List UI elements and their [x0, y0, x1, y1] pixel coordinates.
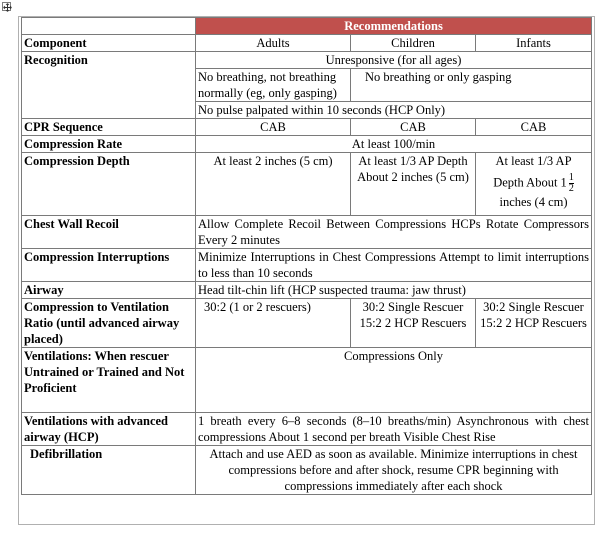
infants-heading: Infants — [476, 35, 592, 52]
recognition-row — [22, 52, 592, 69]
compression-depth-row — [22, 153, 592, 216]
ventilations-advanced-row — [22, 413, 592, 446]
adults-heading: Adults — [196, 35, 351, 52]
recognition-children-infants: No breathing or only gasping — [351, 69, 592, 102]
compression-rate-label: Compression Rate — [22, 136, 196, 153]
children-heading: Children — [351, 35, 476, 52]
half-fraction — [569, 173, 574, 194]
header-blank-cell — [22, 18, 196, 35]
ventilations-untrained-row — [22, 348, 592, 413]
recognition-all-ages: Unresponsive (for all ages) — [196, 52, 592, 69]
chest-wall-recoil-label: Chest Wall Recoil — [22, 216, 196, 249]
compression-ventilation-infants: 30:2 Single Rescuer 15:2 2 HCP Rescuers — [476, 299, 592, 348]
compression-rate-value: At least 100/min — [196, 136, 592, 153]
cpr-sequence-label: CPR Sequence — [22, 119, 196, 136]
recommendations-header: Recommendations — [196, 18, 592, 35]
table-header-row — [22, 18, 592, 35]
cpr-sequence-children: CAB — [351, 119, 476, 136]
recognition-label: Recognition — [22, 52, 196, 119]
compression-depth-adults: At least 2 inches (5 cm) — [196, 153, 351, 216]
ventilations-untrained-label: Ventilations: When rescuer Untrained or Trained and Not Proficient — [22, 348, 196, 413]
compression-depth-infants-line3: inches (4 cm) — [499, 195, 568, 209]
fraction-numerator: 1 — [568, 172, 574, 183]
compression-ventilation-adults: 30:2 (1 or 2 rescuers) — [196, 299, 351, 348]
airway-row — [22, 282, 592, 299]
cpr-sequence-infants: CAB — [476, 119, 592, 136]
compression-depth-infants-line1: At least 1/3 AP — [495, 154, 572, 168]
airway-label: Airway — [22, 282, 196, 299]
compression-depth-label: Compression Depth — [22, 153, 196, 216]
compression-ventilation-label: Compression to Ventilation Ratio (until advanced airway placed) — [22, 299, 196, 348]
airway-value: Head tilt-chin lift (HCP suspected trauma: jaw thrust) — [196, 282, 592, 299]
compression-ventilation-row — [22, 299, 592, 348]
ventilations-untrained-value: Compressions Only — [196, 348, 592, 413]
compression-rate-row — [22, 136, 592, 153]
compression-interruptions-label: Compression Interruptions — [22, 249, 196, 282]
ventilations-advanced-label: Ventilations with advanced airway (HCP) — [22, 413, 196, 446]
compression-depth-infants — [476, 153, 592, 216]
defibrillation-row — [22, 446, 592, 495]
defibrillation-label: Defibrillation — [22, 446, 196, 495]
compression-ventilation-children: 30:2 Single Rescuer 15:2 2 HCP Rescuers — [351, 299, 476, 348]
chest-wall-recoil-row — [22, 216, 592, 249]
cpr-sequence-row — [22, 119, 592, 136]
ventilations-advanced-value: 1 breath every 6–8 seconds (8–10 breaths/min) Asynchronous with chest compressions About 1 second per breath Visible Chest Rise — [196, 413, 592, 446]
chest-wall-recoil-value: Allow Complete Recoil Between Compressions HCPs Rotate Compressors Every 2 minutes — [196, 216, 592, 249]
cpr-sequence-adults: CAB — [196, 119, 351, 136]
compression-depth-children: At least 1/3 AP Depth About 2 inches (5 cm) — [351, 153, 476, 216]
table-move-handle-icon[interactable] — [2, 2, 11, 11]
recognition-pulse: No pulse palpated within 10 seconds (HCP Only) — [196, 102, 592, 119]
recognition-adults: No breathing, not breathing normally (eg, only gasping) — [196, 69, 351, 102]
cpr-recommendations-table — [21, 17, 592, 495]
component-heading: Component — [22, 35, 196, 52]
compression-interruptions-value: Minimize Interruptions in Chest Compressions Attempt to limit interruptions to less than 10 seconds — [196, 249, 592, 282]
fraction-denominator: 2 — [568, 183, 574, 194]
compression-interruptions-row — [22, 249, 592, 282]
defibrillation-value: Attach and use AED as soon as available. Minimize interruptions in chest compressions before and after shock, resume CPR beginning with compressions immediately after each shock — [196, 446, 592, 495]
compression-depth-infants-line2: Depth About 1 — [493, 175, 567, 190]
column-headings-row — [22, 35, 592, 52]
